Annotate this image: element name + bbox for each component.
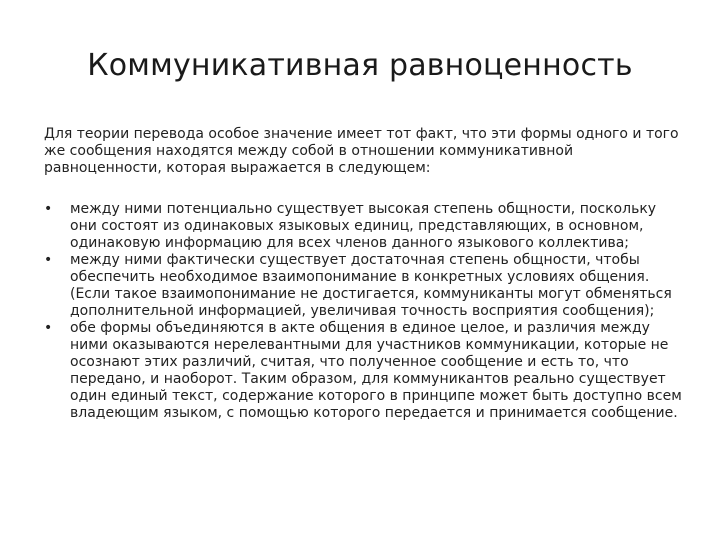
slide-title: Коммуникативная равноценность (87, 48, 633, 83)
bullet-dot-icon: • (44, 201, 53, 217)
list-item (44, 252, 684, 320)
bullet-list (44, 201, 684, 422)
bullet-text: между ними потенциально существует высокая степень общности, поскольку они состоят из одинаковых языковых единиц, представляющих, в основном, одинаковую информацию для всех членов данного языкового коллектива; (70, 201, 657, 251)
bullet-text: обе формы объединяются в акте общения в единое целое, и различия между ними оказываются нерелевантными для участников коммуникации, которые не осознают этих различий, считая, что полученное сообщение и есть то, что передано, и наоборот. Таким образом, для коммуникантов реально существует один единый текст, содержание которого в принципе может быть доступно всем владеющим языком, с помощью которого передается и принимается сообщение. (70, 320, 682, 421)
list-item (44, 201, 684, 252)
bullet-text: между ними фактически существует достаточная степень общности, чтобы обеспечить необходимое взаимопонимание в конкретных условиях общения. (Если такое взаимопонимание не достигается, коммуниканты могут обменяться дополнительной информацией, увеличивая точность восприятия сообщения); (70, 252, 672, 319)
slide-content (44, 126, 684, 422)
bullet-dot-icon: • (44, 320, 53, 336)
list-item (44, 320, 684, 422)
intro-paragraph: Для теории перевода особое значение имеет тот факт, что эти формы одного и того же сообщения находятся между собой в отношении коммуникативной равноценности, которая выражается в следующем: (44, 126, 679, 176)
bullet-dot-icon: • (44, 252, 53, 268)
